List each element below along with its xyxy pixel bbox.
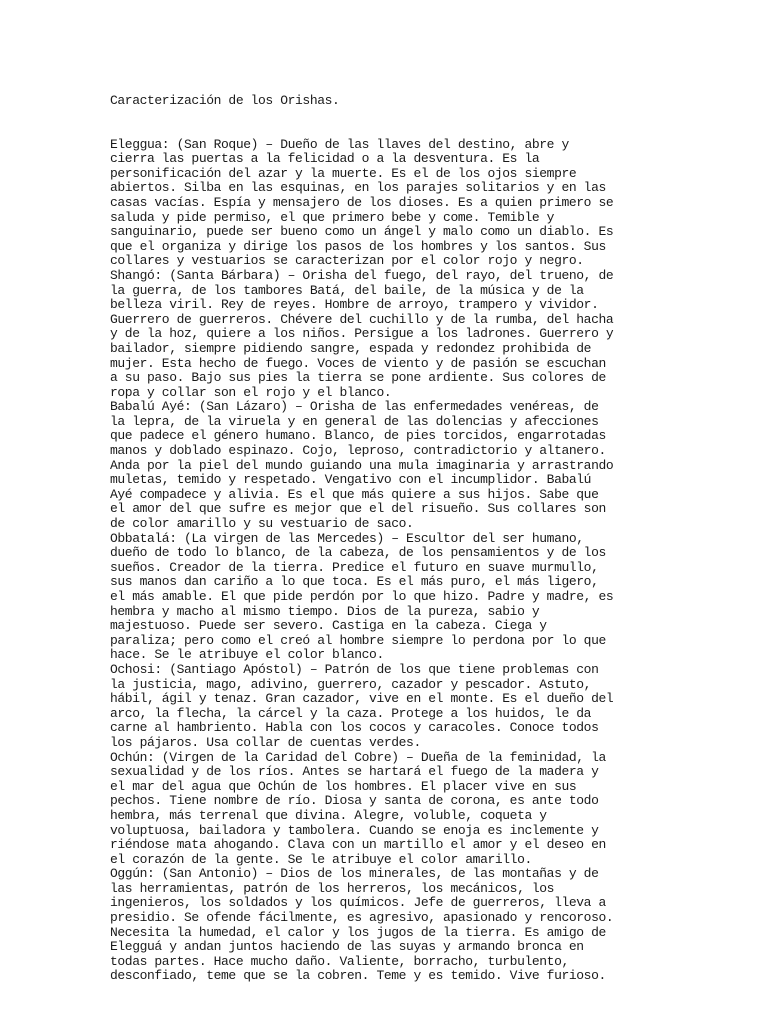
document-title: Caracterización de los Orishas. xyxy=(110,93,340,108)
text-line: mujer. Esta hecho de fuego. Voces de viento y de pasión se escuchan xyxy=(110,355,606,371)
text-line: el amor del que sufre es mejor que el del risueño. Sus collares son xyxy=(110,501,606,517)
text-line: dueño de todo lo blanco, de la cabeza, de los pensamientos y de los xyxy=(110,545,606,561)
text-line: Necesita la humedad, el calor y los jugos de la tierra. Es amigo de xyxy=(110,924,606,940)
text-line: que el organiza y dirige los pasos de los hombres y los santos. Sus xyxy=(110,238,606,254)
text-line: Ochosi: (Santiago Apóstol) – Patrón de los que tiene problemas con xyxy=(110,661,599,677)
text-line: Elegguá y andan juntos haciendo de las suyas y armando bronca en xyxy=(110,939,584,955)
text-line: belleza viril. Rey de reyes. Hombre de arroyo, trampero y vividor. xyxy=(110,297,599,313)
text-line: casas vacías. Espía y mensajero de los dioses. Es a quien primero se xyxy=(110,194,614,210)
text-line: hace. Se le atribuye el color blanco. xyxy=(110,647,384,663)
text-line: sanguinario, puede ser bueno como un ángel y malo como un diablo. Es xyxy=(110,224,614,240)
text-line: Oggún: (San Antonio) – Dios de los minerales, de las montañas y de xyxy=(110,866,599,882)
text-line: majestuoso. Puede ser severo. Castiga en la cabeza. Ciega y xyxy=(110,618,547,634)
text-line: collares y vestuarios se caracterizan por el color rojo y negro. xyxy=(110,253,584,269)
text-line: hábil, ágil y tenaz. Gran cazador, vive en el monte. Es el dueño del xyxy=(110,691,614,707)
text-line: bailador, siempre pidiendo sangre, espada y redondez prohibida de xyxy=(110,340,592,356)
text-line: saluda y pide permiso, el que primero bebe y come. Temible y xyxy=(110,209,555,225)
document-page xyxy=(110,94,640,984)
text-line: ingenieros, los soldados y los químicos. Jefe de guerreros, lleva a xyxy=(110,895,606,911)
text-line: el mar del agua que Ochún de los hombres. El placer vive en sus xyxy=(110,778,577,794)
text-line: sus manos dan cariño a lo que toca. Es el más puro, el más ligero, xyxy=(110,574,599,590)
text-line: abiertos. Silba en las esquinas, en los parajes solitarios y en las xyxy=(110,180,606,196)
text-line: presidio. Se ofende fácilmente, es agresivo, apasionado y rencoroso. xyxy=(110,910,614,926)
text-line: cierra las puertas a la felicidad o a la desventura. Es la xyxy=(110,151,540,167)
text-line: pechos. Tiene nombre de río. Diosa y santa de corona, es ante todo xyxy=(110,793,599,809)
text-line: muletas, temido y respetado. Vengativo con el incumplidor. Babalú xyxy=(110,472,592,488)
text-line: a su paso. Bajo sus pies la tierra se pone ardiente. Sus colores de xyxy=(110,370,606,386)
text-line: y de la hoz, quiere a los niños. Persigue a los ladrones. Guerrero y xyxy=(110,326,614,342)
text-line: todas partes. Hace mucho daño. Valiente, borracho, turbulento, xyxy=(110,953,569,969)
text-line: hembra, más terrenal que divina. Alegre, voluble, coqueta y xyxy=(110,807,547,823)
text-line: Guerrero de guerreros. Chévere del cuchillo y de la rumba, del hacha xyxy=(110,311,614,327)
text-line: los pájaros. Usa collar de cuentas verdes. xyxy=(110,734,421,750)
text-line: desconfiado, teme que se la cobren. Teme y es temido. Vive furioso. xyxy=(110,968,606,984)
text-line: voluptuosa, bailadora y tambolera. Cuando se enoja es inclemente y xyxy=(110,822,599,838)
text-line: personificación del azar y la muerte. Es el de los ojos siempre xyxy=(110,165,577,181)
text-line: el corazón de la gente. Se le atribuye el color amarillo. xyxy=(110,851,532,867)
document-body xyxy=(110,138,640,984)
text-line: manos y doblado espinazo. Cojo, leproso, contradictorio y altanero. xyxy=(110,443,606,459)
text-line: Eleggua: (San Roque) – Dueño de las llaves del destino, abre y xyxy=(110,136,569,152)
text-line: de color amarillo y su vestuario de saco. xyxy=(110,516,414,532)
text-line: las herramientas, patrón de los herreros, los mecánicos, los xyxy=(110,880,555,896)
text-line: riéndose mata ahogando. Clava con un martillo el amor y el deseo en xyxy=(110,837,606,853)
text-line: carne al hambriento. Habla con los cocos y caracoles. Conoce todos xyxy=(110,720,599,736)
text-line: ropa y collar son el rojo y el blanco. xyxy=(110,384,392,400)
text-line: paraliza; pero como el creó al hombre siempre lo perdona por lo que xyxy=(110,632,606,648)
text-line: la justicia, mago, adivino, guerrero, cazador y pescador. Astuto, xyxy=(110,676,592,692)
text-line: la guerra, de los tambores Batá, del baile, de la música y de la xyxy=(110,282,584,298)
text-line: Anda por la piel del mundo guiando una mula imaginaria y arrastrando xyxy=(110,457,614,473)
text-line: sueños. Creador de la tierra. Predice el futuro en suave murmullo, xyxy=(110,559,599,575)
text-line: Ayé compadece y alivia. Es el que más quiere a sus hijos. Sabe que xyxy=(110,486,599,502)
text-line: arco, la flecha, la cárcel y la caza. Protege a los huidos, le da xyxy=(110,705,592,721)
text-line: Babalú Ayé: (San Lázaro) – Orisha de las enfermedades venéreas, de xyxy=(110,399,599,415)
text-line: hembra y macho al mismo tiempo. Dios de la pureza, sabio y xyxy=(110,603,540,619)
text-line: sexualidad y de los ríos. Antes se hartará el fuego de la madera y xyxy=(110,764,599,780)
text-line: el más amable. El que pide perdón por lo que hizo. Padre y madre, es xyxy=(110,589,614,604)
text-line: Shangó: (Santa Bárbara) – Orisha del fuego, del rayo, del trueno, de xyxy=(110,267,614,283)
text-line: Ochún: (Virgen de la Caridad del Cobre) – Dueña de la feminidad, la xyxy=(110,749,606,765)
text-line: la lepra, de la viruela y en general de las dolencias y afecciones xyxy=(110,413,599,429)
text-line: Obbatalá: (La virgen de las Mercedes) – Escultor del ser humano, xyxy=(110,530,584,546)
text-line: que padece el género humano. Blanco, de pies torcidos, engarrotadas xyxy=(110,428,606,444)
